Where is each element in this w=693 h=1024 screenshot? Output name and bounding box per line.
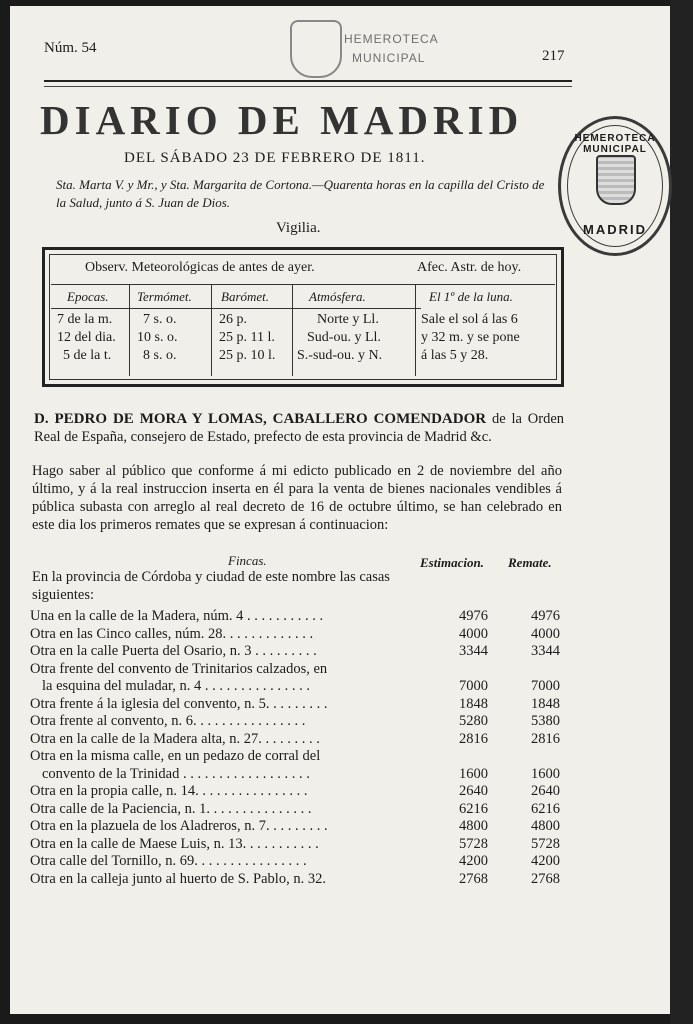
property-description: Otra en las Cinco calles, núm. 28. . . . . . . . . . . . . bbox=[30, 625, 314, 642]
header-rule-thin bbox=[44, 86, 572, 87]
property-description: convento de la Trinidad . . . . . . . . . . . . . . . . . . bbox=[42, 765, 310, 782]
estimacion-value: 5280 bbox=[459, 713, 488, 729]
table-row bbox=[30, 836, 570, 854]
page-number: 217 bbox=[542, 48, 565, 64]
masthead-title: DIARIO DE MADRID bbox=[40, 97, 524, 143]
table-row bbox=[30, 748, 570, 766]
table-row bbox=[30, 661, 570, 679]
remate-value: 2816 bbox=[531, 730, 560, 747]
col-barometro: Barómet. bbox=[221, 289, 270, 304]
remate-value: 4976 bbox=[531, 608, 560, 624]
table-row bbox=[30, 818, 570, 836]
issue-number: Núm. 54 bbox=[44, 40, 97, 56]
property-description: Otra frente á la iglesia del convento, n. 5. . . . . . . . . bbox=[30, 695, 328, 712]
meteorological-table bbox=[42, 247, 564, 387]
meteo-baro-3: 25 p. 10 l. bbox=[219, 348, 276, 363]
astro-line-3: á las 5 y 28. bbox=[421, 348, 489, 363]
property-description: Otra en la plazuela de los Aladreros, n. 7. . . . . . . . . bbox=[30, 818, 328, 834]
estimacion-value: 6216 bbox=[459, 800, 488, 817]
stamp-line-1: HEMEROTECA bbox=[344, 32, 439, 46]
table-row bbox=[30, 801, 570, 819]
scan-edge bbox=[670, 0, 693, 1024]
column-header-fincas: Fincas. bbox=[228, 553, 267, 568]
meteo-baro-2: 25 p. 11 l. bbox=[219, 330, 275, 345]
remate-value: 2768 bbox=[531, 870, 560, 887]
property-description: la esquina del muladar, n. 4 . . . . . . . . . . . . . . . bbox=[42, 678, 311, 694]
remate-value: 4200 bbox=[531, 853, 560, 869]
astro-title: Afec. Astr. de hoy. bbox=[417, 260, 522, 275]
property-description: Otra frente al convento, n. 6. . . . . . . . . . . . . . . . bbox=[30, 713, 306, 729]
remate-value: 4000 bbox=[531, 625, 560, 642]
round-stamp-top-text: HEMEROTECA MUNICIPAL bbox=[574, 133, 656, 155]
table-row bbox=[30, 853, 570, 871]
hemeroteca-round-stamp bbox=[558, 116, 672, 256]
crest-icon bbox=[290, 20, 342, 78]
meteo-term-3: 8 s. o. bbox=[143, 348, 177, 363]
property-description: Otra frente del convento de Trinitarios calzados, en bbox=[30, 660, 328, 677]
properties-intro: En la provincia de Córdoba y ciudad de este nombre las casas siguientes: bbox=[32, 569, 390, 603]
property-description: Otra en la calle de Maese Luis, n. 13. . . . . . . . . . . bbox=[30, 835, 319, 852]
property-description: Otra en la calle de la Madera alta, n. 27. . . . . . . . . bbox=[30, 730, 320, 747]
meteo-epoca-1: 7 de la m. bbox=[57, 312, 113, 327]
meteo-epoca-2: 12 del dia. bbox=[57, 330, 116, 345]
estimacion-value: 2768 bbox=[459, 870, 488, 887]
col-epocas: Epocas. bbox=[67, 289, 109, 304]
property-description: Otra en la calleja junto al huerto de S. Pablo, n. 32. bbox=[30, 870, 326, 887]
notice-heading bbox=[34, 410, 564, 446]
remate-value: 2640 bbox=[531, 783, 560, 799]
remate-value: 5728 bbox=[531, 835, 560, 852]
estimacion-value: 4976 bbox=[459, 608, 488, 624]
remate-value: 4800 bbox=[531, 818, 560, 834]
table-row bbox=[30, 731, 570, 749]
crest-icon bbox=[596, 155, 636, 205]
estimacion-value: 1600 bbox=[459, 765, 488, 782]
estimacion-value: 4000 bbox=[459, 625, 488, 642]
property-description: Otra calle de la Paciencia, n. 1. . . . . . . . . . . . . . . bbox=[30, 800, 312, 817]
column-header-estimacion: Estimacion. bbox=[420, 555, 484, 570]
meteo-baro-1: 26 p. bbox=[219, 312, 247, 327]
remate-value: 6216 bbox=[531, 800, 560, 817]
stamp-line-2: MUNICIPAL bbox=[352, 51, 426, 65]
estimacion-value: 2640 bbox=[459, 783, 488, 799]
round-stamp-bottom-text: MADRID bbox=[583, 222, 647, 237]
remate-value: 7000 bbox=[531, 678, 560, 694]
remate-value: 3344 bbox=[531, 643, 560, 659]
estimacion-value: 3344 bbox=[459, 643, 488, 659]
col-luna: El 1º de la luna. bbox=[429, 289, 513, 304]
properties-list bbox=[30, 608, 570, 888]
meteo-atm-1: Norte y Ll. bbox=[317, 312, 379, 327]
column-header-remate: Remate. bbox=[508, 555, 552, 570]
estimacion-value: 5728 bbox=[459, 835, 488, 852]
remate-value: 1600 bbox=[531, 765, 560, 782]
saints-of-day: Sta. Marta V. y Mr., y Sta. Margarita de Cortona.—Quarenta horas en la capilla del Cristo de la Salud, junto á S. Juan de Dios. bbox=[56, 177, 545, 210]
notice-heading-name: D. PEDRO DE MORA Y LOMAS, CABALLERO COMENDADOR bbox=[34, 411, 487, 427]
header-rule bbox=[44, 80, 572, 82]
property-description: Una en la calle de la Madera, núm. 4 . . . . . . . . . . . bbox=[30, 608, 324, 624]
estimacion-value: 2816 bbox=[459, 730, 488, 747]
astro-line-1: Sale el sol á las 6 bbox=[421, 312, 518, 327]
table-row bbox=[30, 608, 570, 626]
property-description: Otra en la misma calle, en un pedazo de corral del bbox=[30, 748, 321, 764]
astro-line-2: y 32 m. y se pone bbox=[421, 330, 520, 345]
estimacion-value: 4800 bbox=[459, 818, 488, 834]
property-description: Otra en la calle Puerta del Osario, n. 3 . . . . . . . . . bbox=[30, 643, 317, 659]
notice-paragraph: Hago saber al público que conforme á mi edicto publicado en 2 de noviembre del año último, y á la real instruccion inserta en él para la venta de bienes nacionales vendibles á pública subasta con arreglo al real decreto de 16 de octubre último, se han celebrado en este dia los primeros remates que se expresan á continuacion: bbox=[32, 463, 562, 533]
table-row bbox=[30, 643, 570, 661]
table-row bbox=[30, 783, 570, 801]
remate-value: 5380 bbox=[531, 713, 560, 729]
meteo-term-1: 7 s. o. bbox=[143, 312, 177, 327]
table-row bbox=[30, 678, 570, 696]
vigilia-label: Vigilia. bbox=[276, 220, 321, 236]
meteo-atm-3: S.-sud-ou. y N. bbox=[297, 348, 383, 363]
table-row bbox=[30, 626, 570, 644]
hemeroteca-stamp-top bbox=[288, 18, 458, 78]
table-row bbox=[30, 871, 570, 889]
col-atmosfera: Atmósfera. bbox=[309, 289, 366, 304]
meteo-atm-2: Sud-ou. y Ll. bbox=[307, 330, 381, 345]
dateline: DEL SÁBADO 23 DE FEBRERO DE 1811. bbox=[124, 150, 426, 166]
table-row bbox=[30, 713, 570, 731]
remate-value: 1848 bbox=[531, 695, 560, 712]
table-row bbox=[30, 766, 570, 784]
property-description: Otra en la propia calle, n. 14. . . . . . . . . . . . . . . . bbox=[30, 783, 308, 799]
estimacion-value: 7000 bbox=[459, 678, 488, 694]
table-row bbox=[30, 696, 570, 714]
property-description: Otra calle del Tornillo, n. 69. . . . . . . . . . . . . . . . bbox=[30, 853, 307, 869]
meteo-term-2: 10 s. o. bbox=[137, 330, 178, 345]
col-termometro: Termómet. bbox=[137, 289, 192, 304]
notice-heading-cont: de la Orden Real de España, consejero de Estado, prefecto de esta provincia de Madrid &c. bbox=[34, 411, 565, 445]
estimacion-value: 4200 bbox=[459, 853, 488, 869]
estimacion-value: 1848 bbox=[459, 695, 488, 712]
meteo-epoca-3: 5 de la t. bbox=[63, 348, 112, 363]
meteo-title: Observ. Meteorológicas de antes de ayer. bbox=[85, 260, 315, 275]
